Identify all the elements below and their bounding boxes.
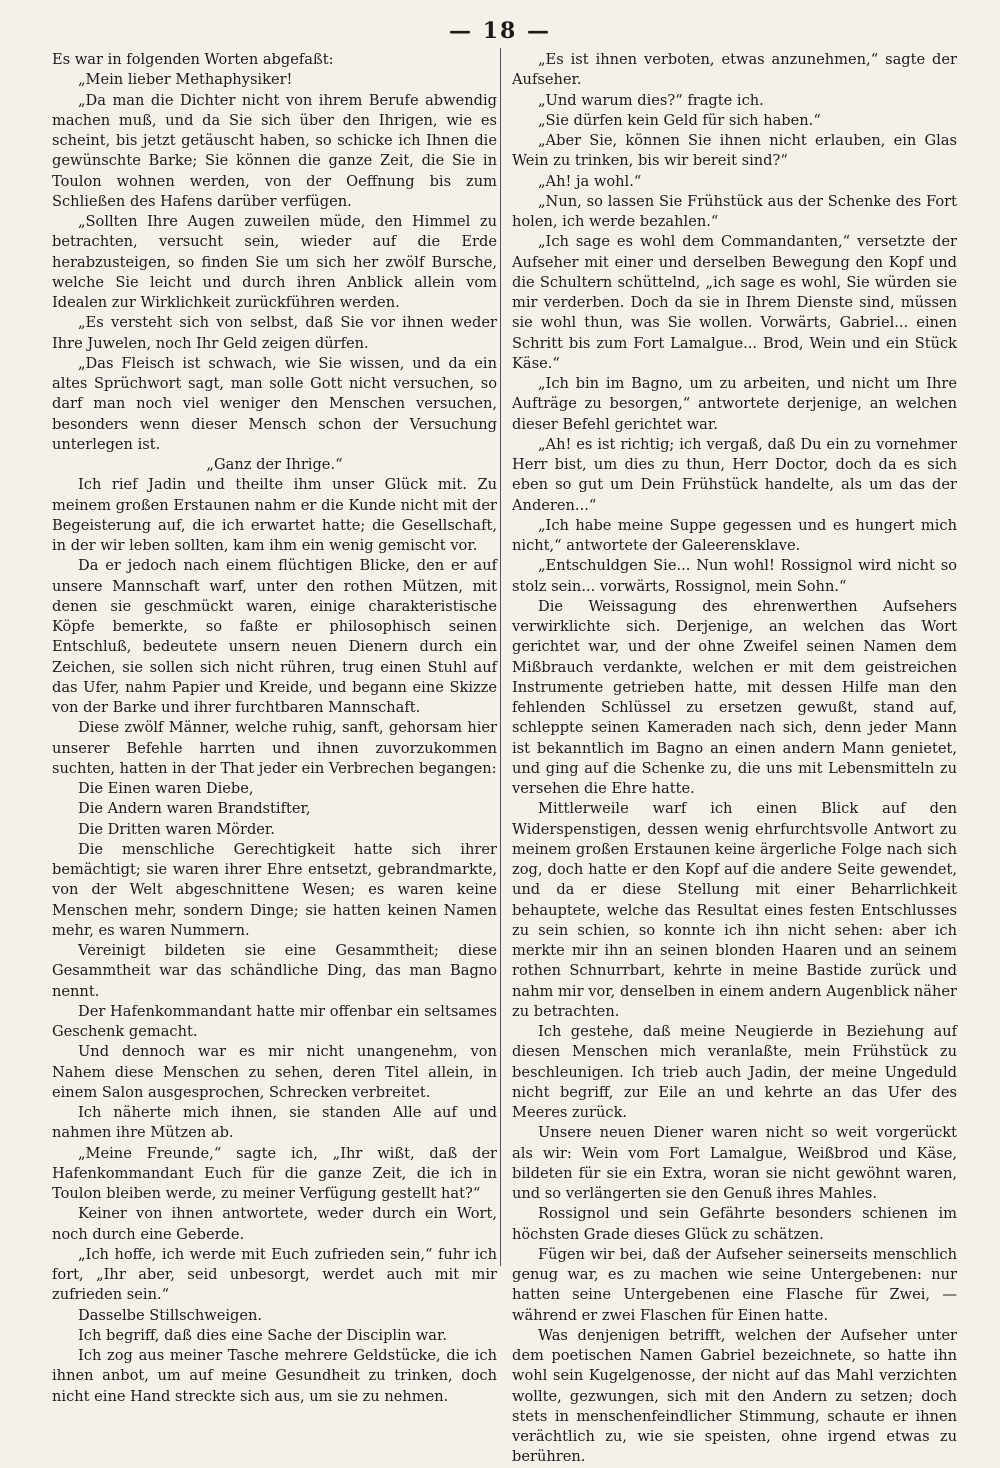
paragraph: Unsere neuen Diener waren nicht so weit vorgerückt als wir: Wein vom Fort Lamalgue, Weißbrod und Käse, bildeten für sie ein Extra, woran sie nicht gewöhnt waren, und so verlängerten sie den Genuß ihres Mahles. xyxy=(512,1124,957,1202)
left-column xyxy=(52,50,497,1407)
paragraph: „Ganz der Ihrige.“ xyxy=(206,456,343,473)
paragraph: „Ich bin im Bagno, um zu arbeiten, und nicht um Ihre Aufträge zu besorgen,“ antwortete derjenige, an welchen dieser Befehl gerichtet war. xyxy=(512,375,957,433)
paragraph: Die Andern waren Brandstifter, xyxy=(78,800,311,818)
paragraph: „Und warum dies?“ fragte ich. xyxy=(538,91,764,109)
paragraph: Diese zwölf Männer, welche ruhig, sanft, gehorsam hier unserer Befehle harrten und ihnen zuvorzukommen suchten, hatten in der That jeder ein Verbrechen begangen: xyxy=(52,719,497,777)
paragraph: Mittlerweile warf ich einen Blick auf den Widerspenstigen, dessen wenig ehrfurchtsvolle Antwort zu meinem großen Erstaunen keine ärgerliche Folge nach sich zog, doch hatte er den Kopf auf die andere Seite gewendet, und da er diese Stellung mit einer Beharrlichkeit behauptete, welche das Resultat eines festen Entschlusses zu sein schien, so konnte ich ihn nicht sehen: aber ich merkte mir ihn an seinen blonden Haaren und an seinem rothen Schnurrbart, kehrte in meine Bastide zurück und nahm mir vor, denselben in einem andern Augenblick näher zu betrachten. xyxy=(512,800,957,1020)
paragraph: „Ich hoffe, ich werde mit Euch zufrieden sein,“ fuhr ich fort, „Ihr aber, seid unbesorgt, werdet auch mit mir zufrieden sein.“ xyxy=(52,1245,497,1304)
paragraph: „Entschuldgen Sie... Nun wohl! Rossignol wird nicht so stolz sein... vorwärts, Rossignol, mein Sohn.“ xyxy=(512,557,957,595)
paragraph: „Ah! ja wohl.“ xyxy=(538,172,642,190)
paragraph: Die Weissagung des ehrenwerthen Aufsehers verwirklichte sich. Derjenige, an welchen das Wort gerichtet war, und der ohne Zweifel seinen Namen dem Mißbrauch verdankte, welchen er mit dem geistreichen Instrumente getrieben hatte, mit dessen Hilfe man den fehlenden Schlüssel zu ersetzen gewußt, stand auf, schleppte seinen Kameraden nach sich, denn jeder Mann ist bekanntlich im Bagno an einen andern Mann genietet, und ging auf die Schenke zu, die uns mit Lebensmitteln zu versehen die Ehre hatte. xyxy=(512,597,957,797)
paragraph: „Sollten Ihre Augen zuweilen müde, den Himmel zu betrachten, versucht sein, wieder auf die Erde herabzusteigen, so finden Sie um sich her zwölf Bursche, welche Sie leicht und durch ihren Anblick allein vom Idealen zur Wirklichkeit zurückführen werden. xyxy=(52,213,497,311)
paragraph: Es war in folgenden Worten abgefaßt: xyxy=(52,51,334,68)
paragraph: Der Hafenkommandant hatte mir offenbar ein seltsames Geschenk gemacht. xyxy=(52,1002,497,1040)
paragraph: „Das Fleisch ist schwach, wie Sie wissen, und da ein altes Sprüchwort sagt, man solle Gott nicht versuchen, so darf man noch viel weniger den Menschen versuchen, besonders wenn dieser Mensch schon der Versuchung unterlegen ist. xyxy=(52,354,497,453)
paragraph: Die menschliche Gerechtigkeit hatte sich ihrer bemächtigt; sie waren ihrer Ehre entsetzt, gebrandmarkte, von der Welt abgeschnittene Wesen; es waren keine Menschen mehr, sondern Dinge; sie hatten keinen Namen mehr, es waren Nummern. xyxy=(52,840,497,939)
paragraph: „Da man die Dichter nicht von ihrem Berufe abwendig machen muß, und da Sie sich über den Ihrigen, wie es scheint, bis jetzt getäuscht haben, so schicke ich Ihnen die gewünschte Barke; Sie können die ganze Zeit, die Sie in Toulon wohnen werden, von der Oeffnung bis zum Schließen des Hafens darüber verfügen. xyxy=(52,91,497,210)
paragraph: Und dennoch war es mir nicht unangenehm, von Nahem diese Menschen zu sehen, deren Titel allein, in einem Salon ausgesprochen, Schrecken verbreitet. xyxy=(52,1043,497,1101)
paragraph: „Es ist ihnen verboten, etwas anzunehmen,“ sagte der Aufseher. xyxy=(512,51,957,89)
paragraph: Da er jedoch nach einem flüchtigen Blicke, den er auf unsere Mannschaft warf, unter den rothen Mützen, mit denen sie geschmückt waren, einige charakteristische Köpfe bemerkte, so faßte er philosophisch seinen Entschluß, bedeutete unsern neuen Dienern durch ein Zeichen, sie sollen sich nicht rühren, trug einen Stuhl auf das Ufer, nahm Papier und Kreide, und begann eine Skizze von der Barke und ihrer furchtbaren Mannschaft. xyxy=(52,557,497,716)
paragraph: „Meine Freunde,“ sagte ich, „Ihr wißt, daß der Hafenkommandant Euch für die ganze Zeit, die ich in Toulon bleiben werde, zu meiner Verfügung gestellt hat?“ xyxy=(52,1144,497,1202)
paragraph: Ich zog aus meiner Tasche mehrere Geldstücke, die ich ihnen anbot, um auf meine Gesundheit zu trinken, doch nicht eine Hand streckte sich aus, um sie zu nehmen. xyxy=(52,1347,497,1405)
paragraph: „Sie dürfen kein Geld für sich haben.“ xyxy=(538,111,821,129)
paragraph: Ich näherte mich ihnen, sie standen Alle auf und nahmen ihre Mützen ab. xyxy=(52,1104,497,1142)
paragraph: „Nun, so lassen Sie Frühstück aus der Schenke des Fort holen, ich werde bezahlen.“ xyxy=(512,192,957,230)
paragraph: Ich gestehe, daß meine Neugierde in Beziehung auf diesen Menschen mich veranlaßte, mein Frühstück zu beschleunigen. Ich trieb auch Jadin, der meine Ungeduld nicht begriff, zur Eile an und kehrte an das Ufer des Meeres zurück. xyxy=(512,1023,957,1121)
paragraph: Ich begriff, daß dies eine Sache der Disciplin war. xyxy=(78,1326,448,1344)
paragraph: „Mein lieber Methaphysiker! xyxy=(78,71,293,89)
paragraph: Fügen wir bei, daß der Aufseher seinerseits menschlich genug war, es zu machen wie seine Untergebenen: nur hatten seine Untergebenen eine Flasche für Zwei, — während er zwei Flaschen für Einen hatte. xyxy=(512,1245,957,1324)
paragraph: „Ich sage es wohl dem Commandanten,“ versetzte der Aufseher mit einer und derselben Bewegung den Kopf und die Schultern schüttelnd, „ich sage es wohl, Sie würden sie mir verderben. Doch da sie in Ihrem Dienste sind, müssen sie wohl thun, was Sie wollen. Vorwärts, Gabriel... einen Schritt bis zum Fort Lamalgue... Brod, Wein und ein Stück Käse.“ xyxy=(512,233,957,372)
column-divider xyxy=(500,48,501,1266)
paragraph: „Aber Sie, können Sie ihnen nicht erlauben, ein Glas Wein zu trinken, bis wir bereit sind?“ xyxy=(512,132,957,170)
paragraph: „Es versteht sich von selbst, daß Sie vor ihnen weder Ihre Juwelen, noch Ihr Geld zeigen dürfen. xyxy=(52,314,497,352)
paragraph: Vereinigt bildeten sie eine Gesammtheit; diese Gesammtheit war das schändliche Ding, das man Bagno nennt. xyxy=(52,942,497,1000)
paragraph: „Ah! es ist richtig; ich vergaß, daß Du ein zu vornehmer Herr bist, um dies zu thun, Herr Doctor, doch da es sich eben so gut um Dein Frühstück handelte, als um das der Anderen...“ xyxy=(512,435,957,514)
paragraph: Keiner von ihnen antwortete, weder durch ein Wort, noch durch eine Geberde. xyxy=(52,1205,497,1243)
paragraph: Dasselbe Stillschweigen. xyxy=(78,1306,263,1324)
right-column xyxy=(512,50,957,1468)
paragraph: „Ich habe meine Suppe gegessen und es hungert mich nicht,“ antwortete der Galeerensklave. xyxy=(512,516,957,554)
paragraph: Rossignol und sein Gefährte besonders schienen im höchsten Grade dieses Glück zu schätzen. xyxy=(512,1205,957,1243)
page-number: — 18 — xyxy=(449,18,551,44)
paragraph: Die Dritten waren Mörder. xyxy=(78,820,275,838)
paragraph: Die Einen waren Diebe, xyxy=(78,780,254,797)
paragraph: Was denjenigen betrifft, welchen der Aufseher unter dem poetischen Namen Gabriel bezeichnete, so hatte ihn wohl sein Kugelgenosse, der nicht auf das Mahl verzichten wollte, gezwungen, sich mit den Andern zu setzen; doch stets in menschenfeindlicher Stimmung, schaute er ihnen verächtlich zu, wie sie speisten, ohne irgend etwas zu berühren. xyxy=(512,1326,957,1466)
paragraph: Ich rief Jadin und theilte ihm unser Glück mit. Zu meinem großen Erstaunen nahm er die Kunde nicht mit der Begeisterung auf, die ich erwartet hatte; die Gesellschaft, in der wir leben sollten, kam ihm ein wenig gemischt vor. xyxy=(52,476,497,554)
